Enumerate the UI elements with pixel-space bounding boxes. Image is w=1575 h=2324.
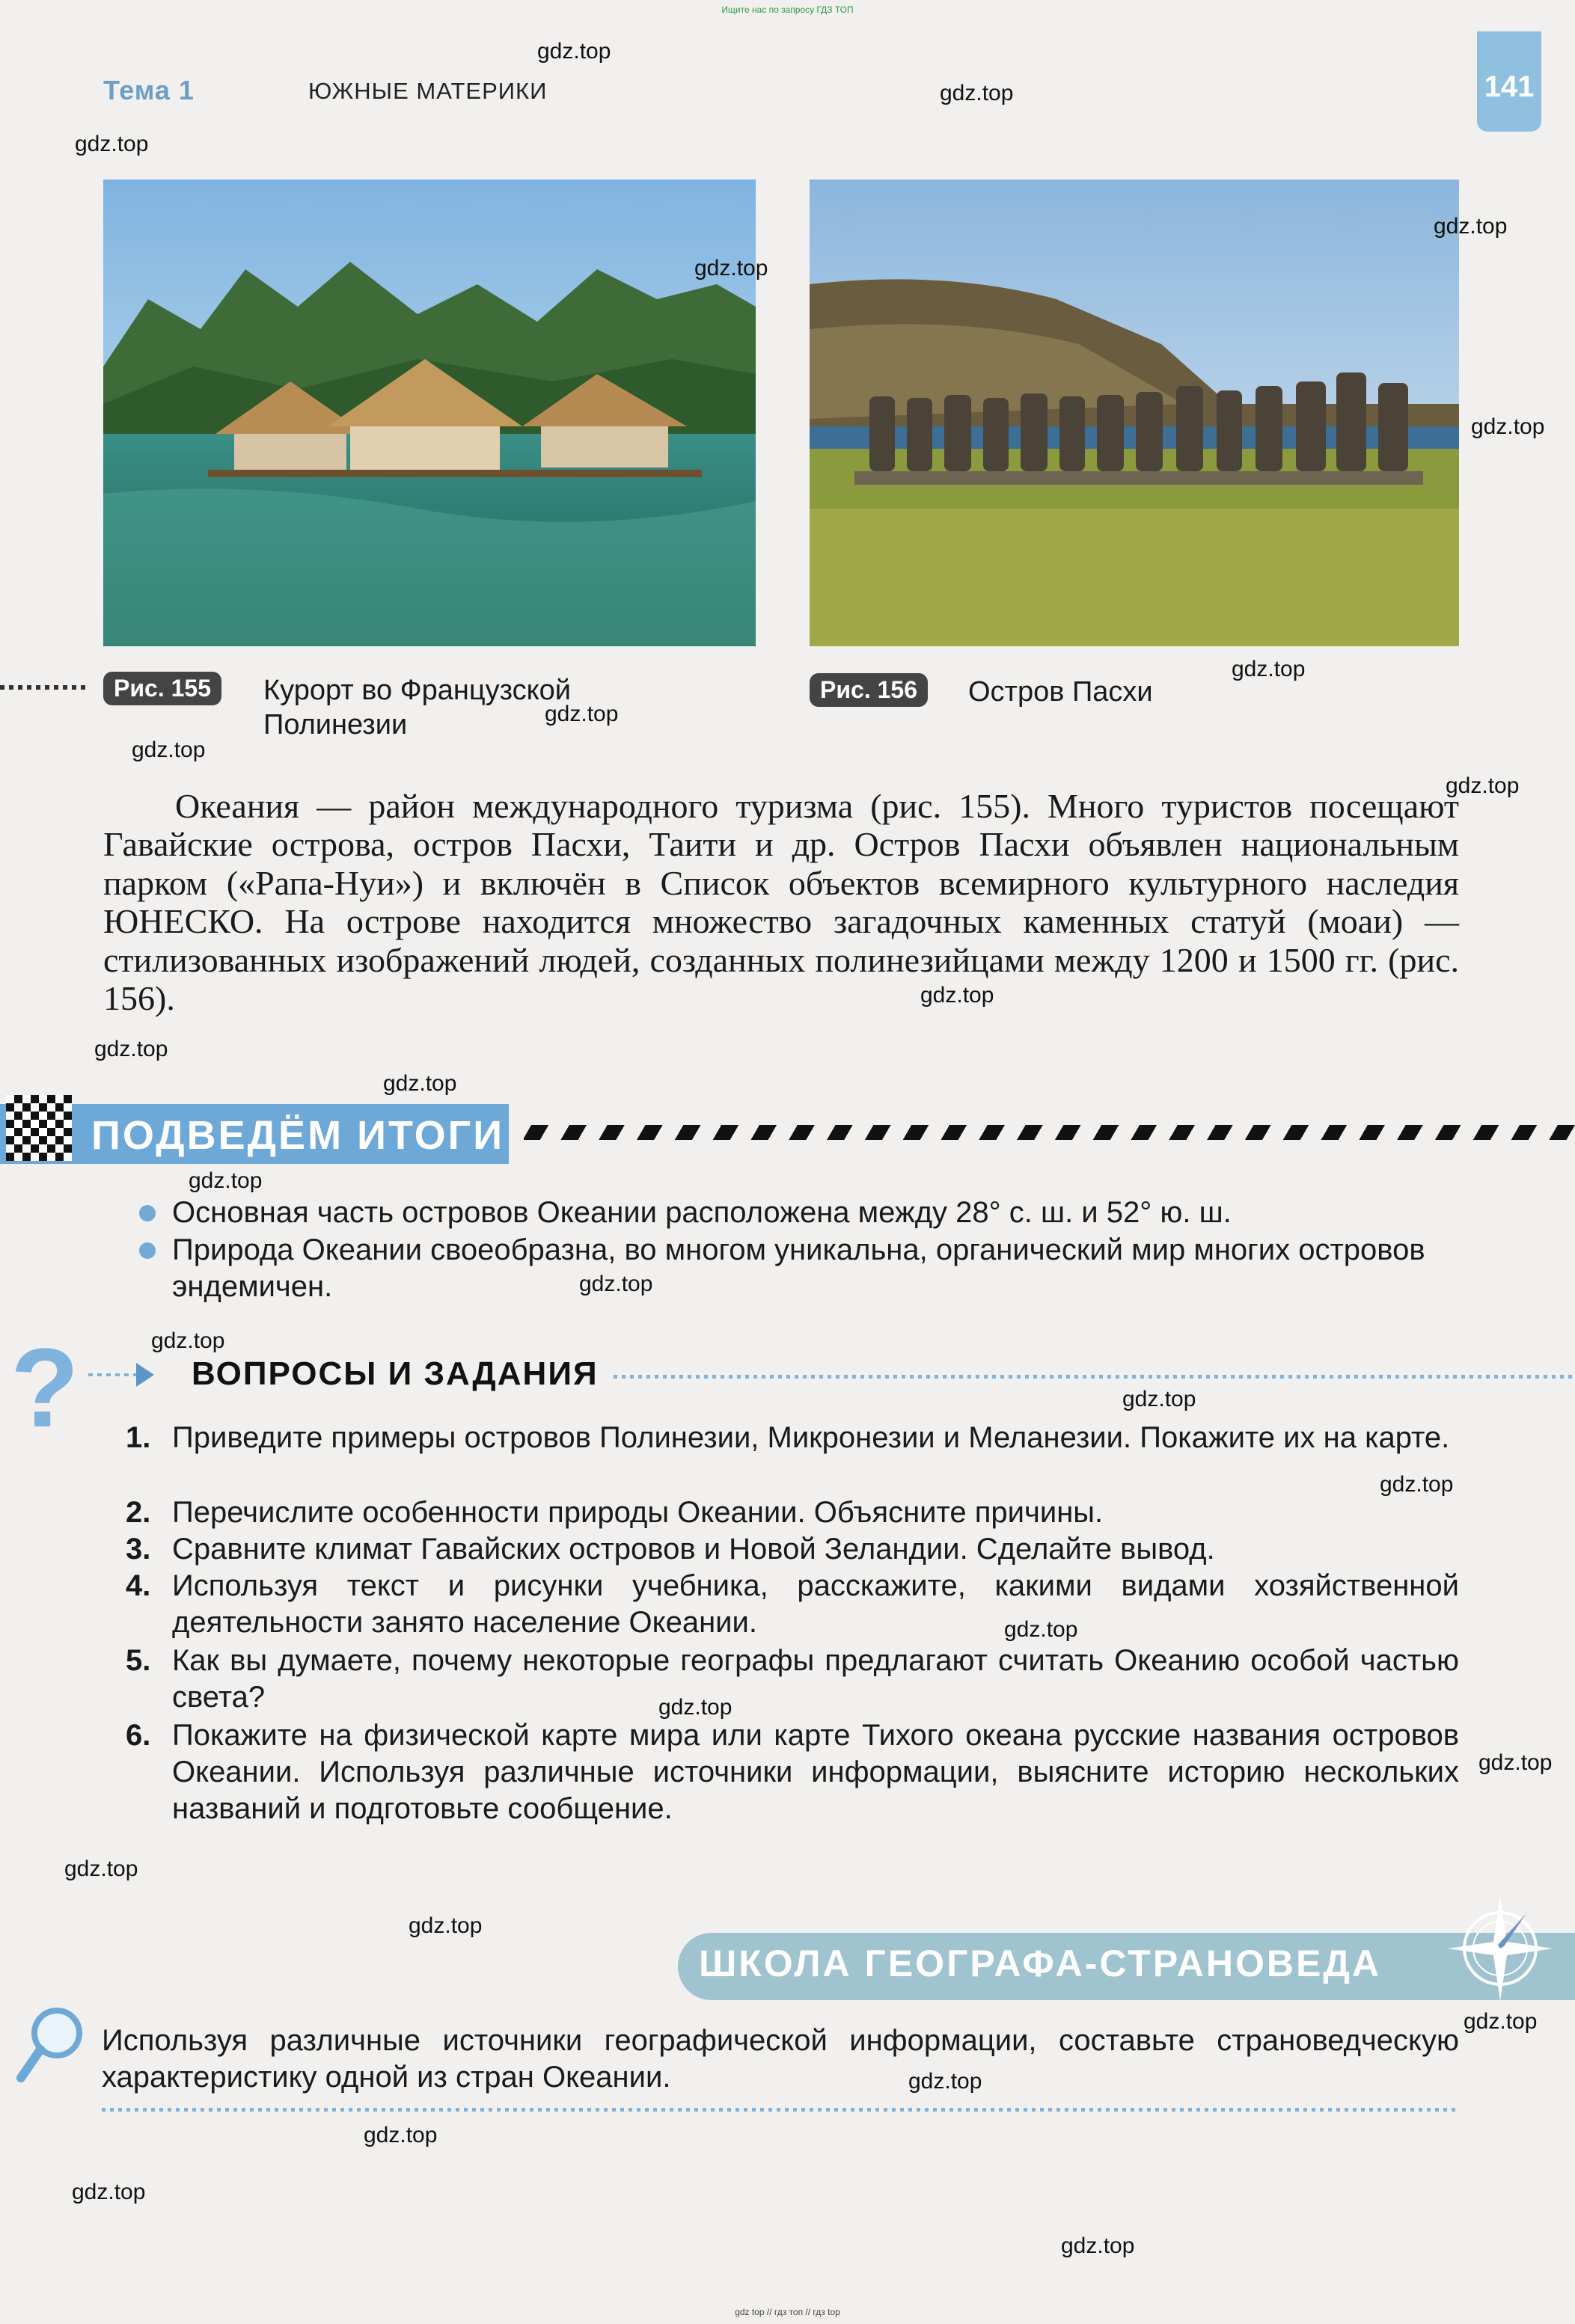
summary-dash-line	[524, 1125, 1575, 1140]
questions-title: ВОПРОСЫ И ЗАДАНИЯ	[192, 1355, 599, 1392]
body-paragraph: Океания — район международного туризма (рис. 155). Много туристов посещают Гавайские острова, остров Пасхи, Таити и др. Остров Пасхи объявлен национальным парком («Рапа-Нуи») и включён в Список объектов всемирного культурного наследия ЮНЕСКО. На острове находится множество загадочных каменных статуй (моаи) — стилизованных изображений людей, созданных полинезийцами между 1200 и 1500 гг. (рис. 156).	[103, 787, 1459, 1018]
watermark: gdz.top	[940, 81, 1014, 105]
question-mark-icon: ?	[10, 1325, 79, 1450]
watermark: gdz.top	[72, 2180, 146, 2204]
watermark: gdz.top	[151, 1328, 225, 1353]
watermark: gdz.top	[1061, 2233, 1135, 2258]
questions-dots	[614, 1375, 1575, 1379]
caption-dots	[0, 685, 90, 690]
page-number: 141	[1484, 70, 1535, 103]
question-text: Используя текст и рисунки учебника, расскажите, какими видами хозяйственной деятельности занято население Океании.	[172, 1569, 1459, 1639]
compass-icon	[1444, 1892, 1556, 2005]
figure-caption-155-line1: Курорт во Французской	[263, 675, 572, 706]
watermark: gdz.top	[132, 738, 206, 762]
question-number: 2.	[126, 1496, 151, 1529]
top-note: Ищите нас по запросу ГДЗ ТОП	[721, 4, 854, 15]
magnifier-icon	[15, 2003, 90, 2085]
watermark: gdz.top	[920, 983, 994, 1008]
question-text: Сравните климат Гавайских островов и Новой Зеландии. Сделайте вывод.	[172, 1533, 1215, 1566]
watermark: gdz.top	[1004, 1617, 1078, 1642]
watermark: gdz.top	[1464, 2009, 1538, 2034]
body-text	[103, 787, 1459, 1017]
watermark: gdz.top	[64, 1857, 138, 1881]
watermark: gdz.top	[1232, 657, 1306, 681]
watermark: gdz.top	[383, 1071, 457, 1096]
watermark: gdz.top	[1478, 1750, 1553, 1775]
question-text: Покажите на физической карте мира или карте Тихого океана русские названия островов Океании. Используя различные источники информации, выясните историю нескольких названий и подготовьте сообщение.	[172, 1719, 1459, 1825]
school-dots	[102, 2108, 1458, 2112]
watermark: gdz.top	[1434, 214, 1508, 239]
watermark: gdz.top	[1446, 773, 1520, 798]
question-number: 6.	[126, 1719, 151, 1752]
bottom-note: gdz top // гдз топ // гдз top	[735, 2307, 840, 2317]
watermark: gdz.top	[409, 1913, 483, 1938]
question-text: Приведите примеры островов Полинезии, Микронезии и Меланезии. Покажите их на карте.	[172, 1421, 1450, 1454]
figure-badge-155: Рис. 155	[103, 672, 221, 705]
question-number: 5.	[126, 1644, 151, 1677]
section-title: ЮЖНЫЕ МАТЕРИКИ	[308, 78, 548, 104]
watermark: gdz.top	[579, 1272, 653, 1296]
summary-item: Природа Океании своеобразна, во многом уникальна, органический мир многих островов эндемичен.	[172, 1233, 1425, 1303]
watermark: gdz.top	[694, 256, 768, 280]
photo-resort	[103, 180, 756, 646]
watermark: gdz.top	[364, 2123, 438, 2147]
figure-badge-156: Рис. 156	[810, 673, 928, 707]
bullet-icon	[139, 1242, 156, 1259]
watermark: gdz.top	[1122, 1387, 1196, 1411]
summary-item: Основная часть островов Океании расположена между 28° с. ш. и 52° ю. ш.	[172, 1196, 1232, 1229]
figure-caption-155-line2: Полинезии	[263, 709, 408, 741]
question-number: 3.	[126, 1533, 151, 1566]
question-number: 1.	[126, 1421, 151, 1454]
school-title: ШКОЛА ГЕОГРАФА-СТРАНОВЕДА	[699, 1943, 1382, 1984]
question-text: Как вы думаете, почему некоторые географы предлагают считать Океанию особой частью света?	[172, 1644, 1459, 1714]
watermark: gdz.top	[75, 132, 149, 156]
figure-caption-156: Остров Пасхи	[968, 676, 1153, 708]
watermark: gdz.top	[1380, 1472, 1454, 1497]
photo-easter-island	[810, 180, 1459, 646]
watermark: gdz.top	[1471, 414, 1545, 439]
arrow-right-icon	[136, 1363, 154, 1387]
tema-label: Тема 1	[103, 75, 195, 105]
watermark: gdz.top	[189, 1168, 263, 1193]
watermark: gdz.top	[658, 1695, 733, 1720]
watermark: gdz.top	[537, 39, 611, 64]
watermark: gdz.top	[545, 702, 619, 726]
school-text: Используя различные источники географической информации, составьте страноведческую характеристику одной из стран Океании.	[102, 2024, 1459, 2094]
checkered-flag-icon	[6, 1095, 72, 1161]
question-text: Перечислите особенности природы Океании. Объясните причины.	[172, 1496, 1104, 1529]
summary-title: ПОДВЕДЁМ ИТОГИ	[91, 1113, 505, 1158]
bullet-icon	[139, 1205, 156, 1221]
watermark: gdz.top	[94, 1037, 168, 1061]
watermark: gdz.top	[908, 2069, 982, 2094]
question-number: 4.	[126, 1569, 151, 1602]
